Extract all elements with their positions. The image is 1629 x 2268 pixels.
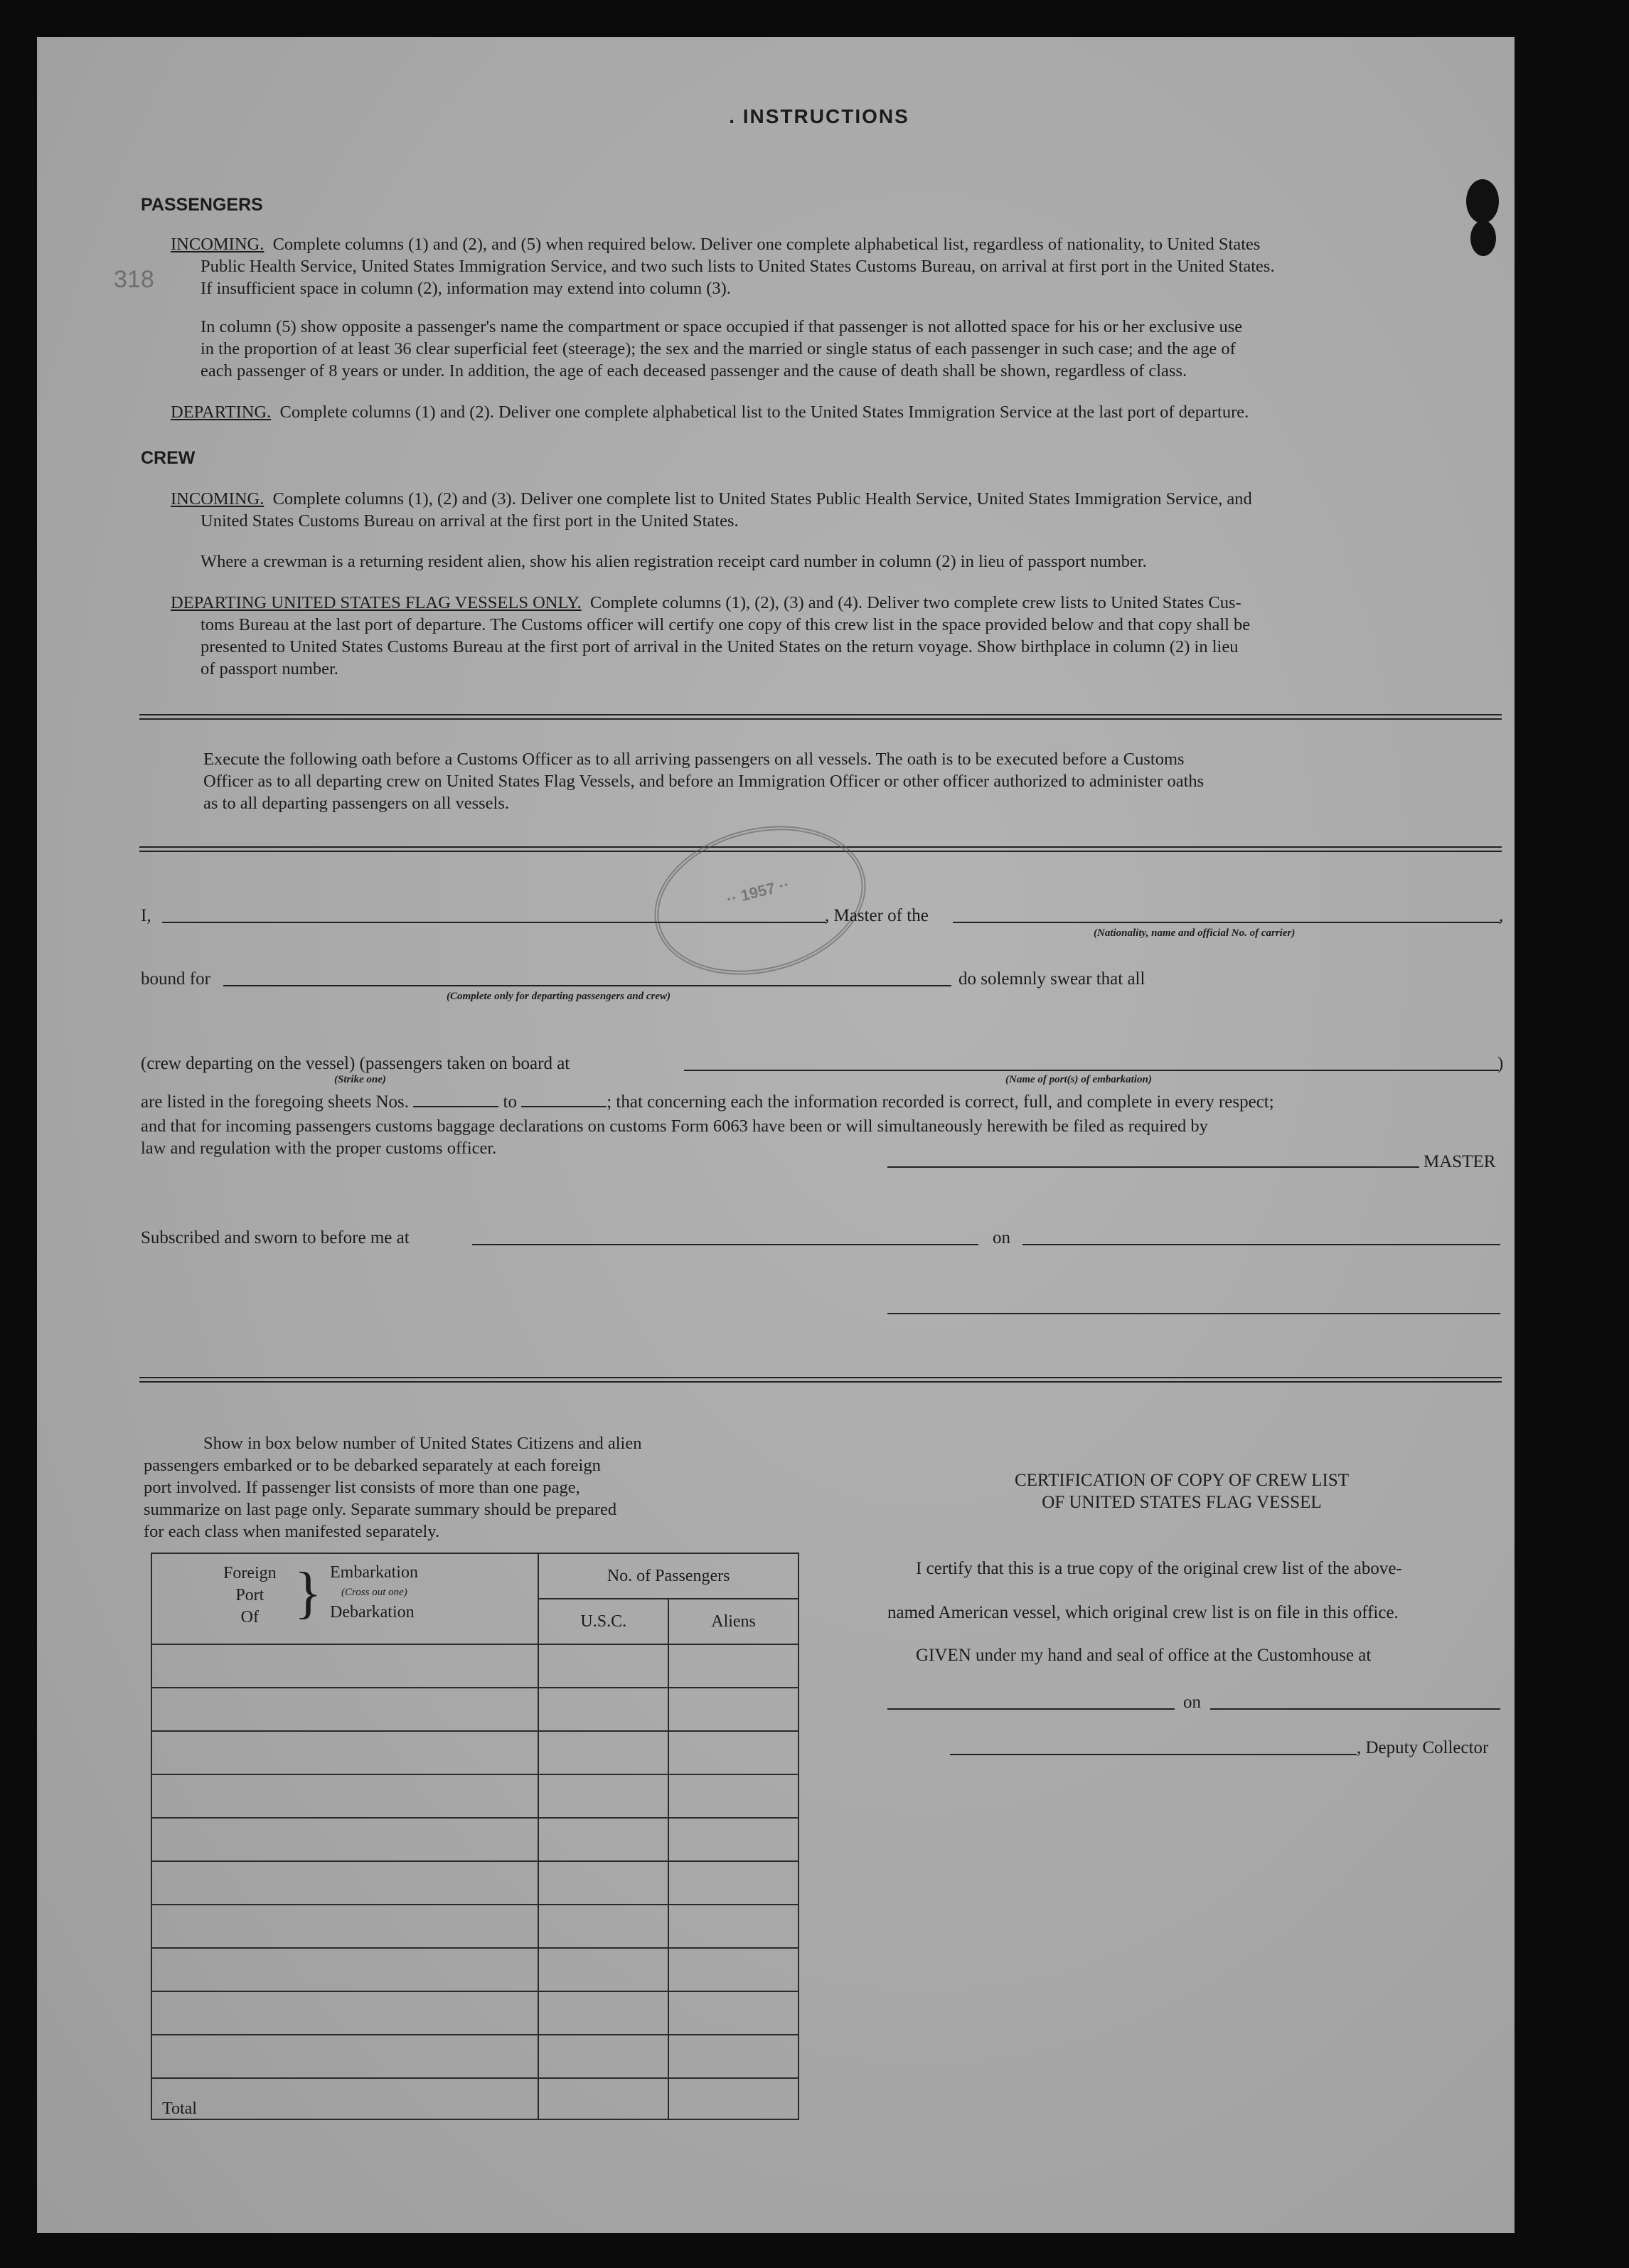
col-aliens-label: Aliens — [668, 1599, 799, 1644]
port-cell[interactable] — [151, 1905, 538, 1948]
crew-departing-label: DEPARTING UNITED STATES FLAG VESSELS ONLY. — [171, 593, 582, 612]
usc-cell[interactable] — [538, 1688, 668, 1731]
col-debarkation-label: Debarkation — [330, 1603, 415, 1622]
brace-glyph: } — [294, 1562, 322, 1624]
oath-intro-line-3: as to all departing passengers on all vessels. — [203, 794, 510, 813]
crew-resident-text: Where a crewman is a returning resident alien, show his alien registration receipt card number in column (2) in lieu of passport number. — [201, 552, 1147, 571]
port-cell[interactable] — [151, 1948, 538, 1991]
carrier-hint: (Nationality, name and official No. of carrier) — [1094, 927, 1296, 939]
port-cell[interactable] — [151, 1688, 538, 1731]
col-foreign-label: Foreign — [223, 1564, 277, 1582]
oath-swear-label: do solemnly swear that all — [958, 969, 1145, 989]
table-row — [151, 1644, 799, 1688]
oath-close-paren: ) — [1497, 1054, 1504, 1073]
passengers-incoming-text-1: Complete columns (1) and (2), and (5) when required below. Deliver one complete alphabetical list, regardless of nationality, to United States — [272, 235, 1261, 254]
usc-cell[interactable] — [538, 2035, 668, 2078]
table-row — [151, 1991, 799, 2035]
port-cell[interactable] — [151, 1774, 538, 1818]
oath-master-label: MASTER — [1424, 1152, 1496, 1171]
aliens-cell[interactable] — [668, 1818, 799, 1861]
oath-bound-for-label: bound for — [141, 969, 210, 989]
passengers-column5-text-1: In column (5) show opposite a passenger's name the compartment or space occupied if that passenger is not allotted space for his or her exclusive use — [201, 317, 1243, 336]
col-passengers-label: No. of Passengers — [538, 1553, 799, 1599]
officer-signature-field[interactable] — [887, 1313, 1500, 1314]
aliens-cell[interactable] — [668, 2035, 799, 2078]
usc-cell[interactable] — [538, 1991, 668, 2035]
table-row — [151, 1861, 799, 1905]
table-row — [151, 1731, 799, 1774]
crew-heading: CREW — [141, 448, 196, 468]
certification-date-field[interactable] — [1210, 1708, 1500, 1710]
oath-baggage-line-2: law and regulation with the proper customs officer. — [141, 1139, 497, 1158]
total-aliens-cell[interactable] — [668, 2078, 799, 2119]
summary-instructions-cont — [144, 1454, 769, 1543]
margin-number: 318 — [114, 266, 154, 293]
crew-departing-cont — [201, 614, 1507, 680]
total-label: Total — [151, 2078, 538, 2119]
deputy-signature-field[interactable] — [950, 1754, 1357, 1755]
summary-text-3: port involved. If passenger list consists of more than one page, — [144, 1478, 580, 1497]
embarkation-ports-field[interactable] — [684, 1070, 1499, 1071]
col-usc-label: U.S.C. — [538, 1599, 668, 1644]
certification-text-1: I certify that this is a true copy of the original crew list of the above- — [916, 1559, 1402, 1578]
binding-hole-mark — [1466, 179, 1499, 223]
certification-text-2: named American vessel, which original crew list is on file in this office. — [887, 1603, 1399, 1622]
usc-cell[interactable] — [538, 1774, 668, 1818]
usc-cell[interactable] — [538, 1948, 668, 1991]
sheet-to-field[interactable] — [521, 1106, 607, 1107]
sworn-date-field[interactable] — [1022, 1244, 1500, 1245]
col-cross-out-label: (Cross out one) — [341, 1587, 407, 1598]
total-row — [151, 2078, 799, 2119]
passengers-column5-block — [201, 316, 1507, 382]
passenger-summary-table — [151, 1553, 799, 2120]
aliens-cell[interactable] — [668, 1905, 799, 1948]
oath-listed-line — [141, 1092, 1274, 1112]
aliens-cell[interactable] — [668, 1861, 799, 1905]
passengers-incoming-text-2: Public Health Service, United States Immigration Service, and two such lists to United States Customs Bureau, on arrival at first port in the United States. — [201, 257, 1275, 276]
passengers-incoming-label: INCOMING. — [171, 235, 265, 254]
master-signature-field[interactable] — [887, 1166, 1419, 1168]
crew-incoming-block — [171, 488, 1507, 510]
sworn-place-field[interactable] — [472, 1244, 978, 1245]
col-embarkation-label: Embarkation — [330, 1563, 418, 1582]
aliens-cell[interactable] — [668, 1991, 799, 2035]
carrier-field[interactable] — [953, 922, 1500, 923]
page-title: . INSTRUCTIONS — [729, 105, 909, 127]
oath-strike-label: (crew departing on the vessel) (passengers taken on board at — [141, 1054, 570, 1073]
summary-text-4: summarize on last page only. Separate summary should be prepared — [144, 1500, 617, 1519]
oath-listed-prefix: are listed in the foregoing sheets Nos. — [141, 1092, 409, 1112]
usc-cell[interactable] — [538, 1731, 668, 1774]
certification-heading-2: OF UNITED STATES FLAG VESSEL — [1042, 1493, 1322, 1512]
oath-baggage-block — [141, 1115, 1503, 1159]
oath-intro-line-1: Execute the following oath before a Customs Officer as to all arriving passengers on all vessels. The oath is to be executed before a Customs — [203, 750, 1185, 769]
oath-master-of-label: , Master of the — [825, 906, 929, 925]
port-cell[interactable] — [151, 1861, 538, 1905]
passengers-departing-block — [171, 401, 1507, 423]
master-name-field[interactable] — [162, 922, 826, 923]
strike-hint: (Strike one) — [334, 1074, 386, 1085]
certification-heading-1: CERTIFICATION OF COPY OF CREW LIST — [1014, 1471, 1350, 1490]
aliens-cell[interactable] — [668, 1948, 799, 1991]
port-header-cell — [151, 1553, 538, 1644]
crew-incoming-label: INCOMING. — [171, 489, 265, 509]
crew-departing-block — [171, 592, 1507, 614]
crew-departing-text-4: of passport number. — [201, 659, 338, 678]
usc-cell[interactable] — [538, 1861, 668, 1905]
oath-listed-to: to — [503, 1092, 517, 1112]
passengers-column5-text-2: in the proportion of at least 36 clear superficial feet (steerage); the sex and the married or single status of each passenger in such case; and the age of — [201, 339, 1236, 358]
carrier-comma: , — [1499, 906, 1504, 925]
certification-text-3: GIVEN under my hand and seal of office at the Customhouse at — [916, 1646, 1372, 1665]
certification-heading — [862, 1469, 1502, 1513]
oath-on-label: on — [993, 1228, 1010, 1247]
certification-deputy-label: , Deputy Collector — [1357, 1738, 1489, 1757]
binding-hole-mark — [1470, 220, 1496, 256]
oath-subscribed-label: Subscribed and sworn to before me at — [141, 1228, 410, 1247]
aliens-cell[interactable] — [668, 1644, 799, 1688]
summary-text-1: Show in box below number of United States Citizens and alien — [203, 1434, 642, 1453]
port-cell[interactable] — [151, 1644, 538, 1688]
total-usc-cell[interactable] — [538, 2078, 668, 2119]
oath-i-label: I, — [141, 906, 151, 925]
customs-stamp: ·· 1957 ·· — [639, 804, 882, 996]
port-cell[interactable] — [151, 2035, 538, 2078]
bound-for-field[interactable] — [223, 985, 951, 986]
usc-cell[interactable] — [538, 1905, 668, 1948]
summary-instructions — [203, 1432, 769, 1454]
aliens-cell[interactable] — [668, 1774, 799, 1818]
customhouse-field[interactable] — [887, 1708, 1175, 1710]
sheet-from-field[interactable] — [413, 1106, 498, 1107]
section-divider-1 — [139, 714, 1502, 720]
passengers-departing-text: Complete columns (1) and (2). Deliver one complete alphabetical list to the United States Immigration Service at the last port of departure. — [279, 403, 1249, 422]
usc-cell[interactable] — [538, 1818, 668, 1861]
passengers-heading: PASSENGERS — [141, 195, 263, 215]
passengers-departing-label: DEPARTING. — [171, 403, 272, 422]
crew-departing-text-3: presented to United States Customs Bureau at the first port of arrival in the United States on the return voyage. Show birthplace in column (2) in lieu — [201, 637, 1239, 656]
table-row — [151, 1688, 799, 1731]
port-cell[interactable] — [151, 1818, 538, 1861]
table-row — [151, 2035, 799, 2078]
crew-incoming-text-1: Complete columns (1), (2) and (3). Deliver one complete list to United States Public Health Service, United States Immigration Service, and — [272, 489, 1252, 509]
certification-on-label: on — [1183, 1693, 1201, 1712]
oath-intro-line-2: Officer as to all departing crew on United States Flag Vessels, and before an Immigration Officer or other officer authorized to administer oaths — [203, 772, 1205, 791]
crew-departing-text-2: toms Bureau at the last port of departure. The Customs officer will certify one copy of this crew list in the space provided below and that copy shall be — [201, 615, 1251, 634]
oath-baggage-line-1: and that for incoming passengers customs baggage declarations on customs Form 6063 have been or will simultaneously herewith be filed as required by — [141, 1117, 1208, 1136]
summary-text-5: for each class when manifested separately. — [144, 1522, 440, 1541]
oath-intro-block — [203, 748, 1455, 814]
table-row — [151, 1818, 799, 1861]
table-row — [151, 1905, 799, 1948]
section-divider-3 — [139, 1377, 1502, 1383]
aliens-cell[interactable] — [668, 1731, 799, 1774]
crew-departing-text-1: Complete columns (1), (2), (3) and (4). Deliver two complete crew lists to United States Cus- — [589, 593, 1241, 612]
passengers-incoming-cont — [201, 255, 1507, 299]
crew-incoming-text-2: United States Customs Bureau on arrival at the first port in the United States. — [201, 511, 739, 531]
passengers-incoming-block — [171, 233, 1507, 255]
col-of-label: Of — [240, 1608, 259, 1627]
usc-cell[interactable] — [538, 1644, 668, 1688]
port-cell[interactable] — [151, 1731, 538, 1774]
table-row — [151, 1948, 799, 1991]
ports-hint: (Name of port(s) of embarkation) — [1005, 1074, 1152, 1085]
form-page — [37, 37, 1515, 2233]
passengers-incoming-text-3: If insufficient space in column (2), information may extend into column (3). — [201, 279, 731, 298]
aliens-cell[interactable] — [668, 1688, 799, 1731]
port-cell[interactable] — [151, 1991, 538, 2035]
passengers-column5-text-3: each passenger of 8 years or under. In addition, the age of each deceased passenger and the cause of death shall be shown, regardless of class. — [201, 361, 1187, 380]
summary-text-2: passengers embarked or to be debarked separately at each foreign — [144, 1456, 601, 1475]
col-port-label: Port — [235, 1586, 265, 1604]
table-row — [151, 1774, 799, 1818]
oath-listed-suffix: ; that concerning each the information recorded is correct, full, and complete in every respect; — [607, 1092, 1274, 1112]
bound-hint: (Complete only for departing passengers and crew) — [447, 991, 671, 1002]
